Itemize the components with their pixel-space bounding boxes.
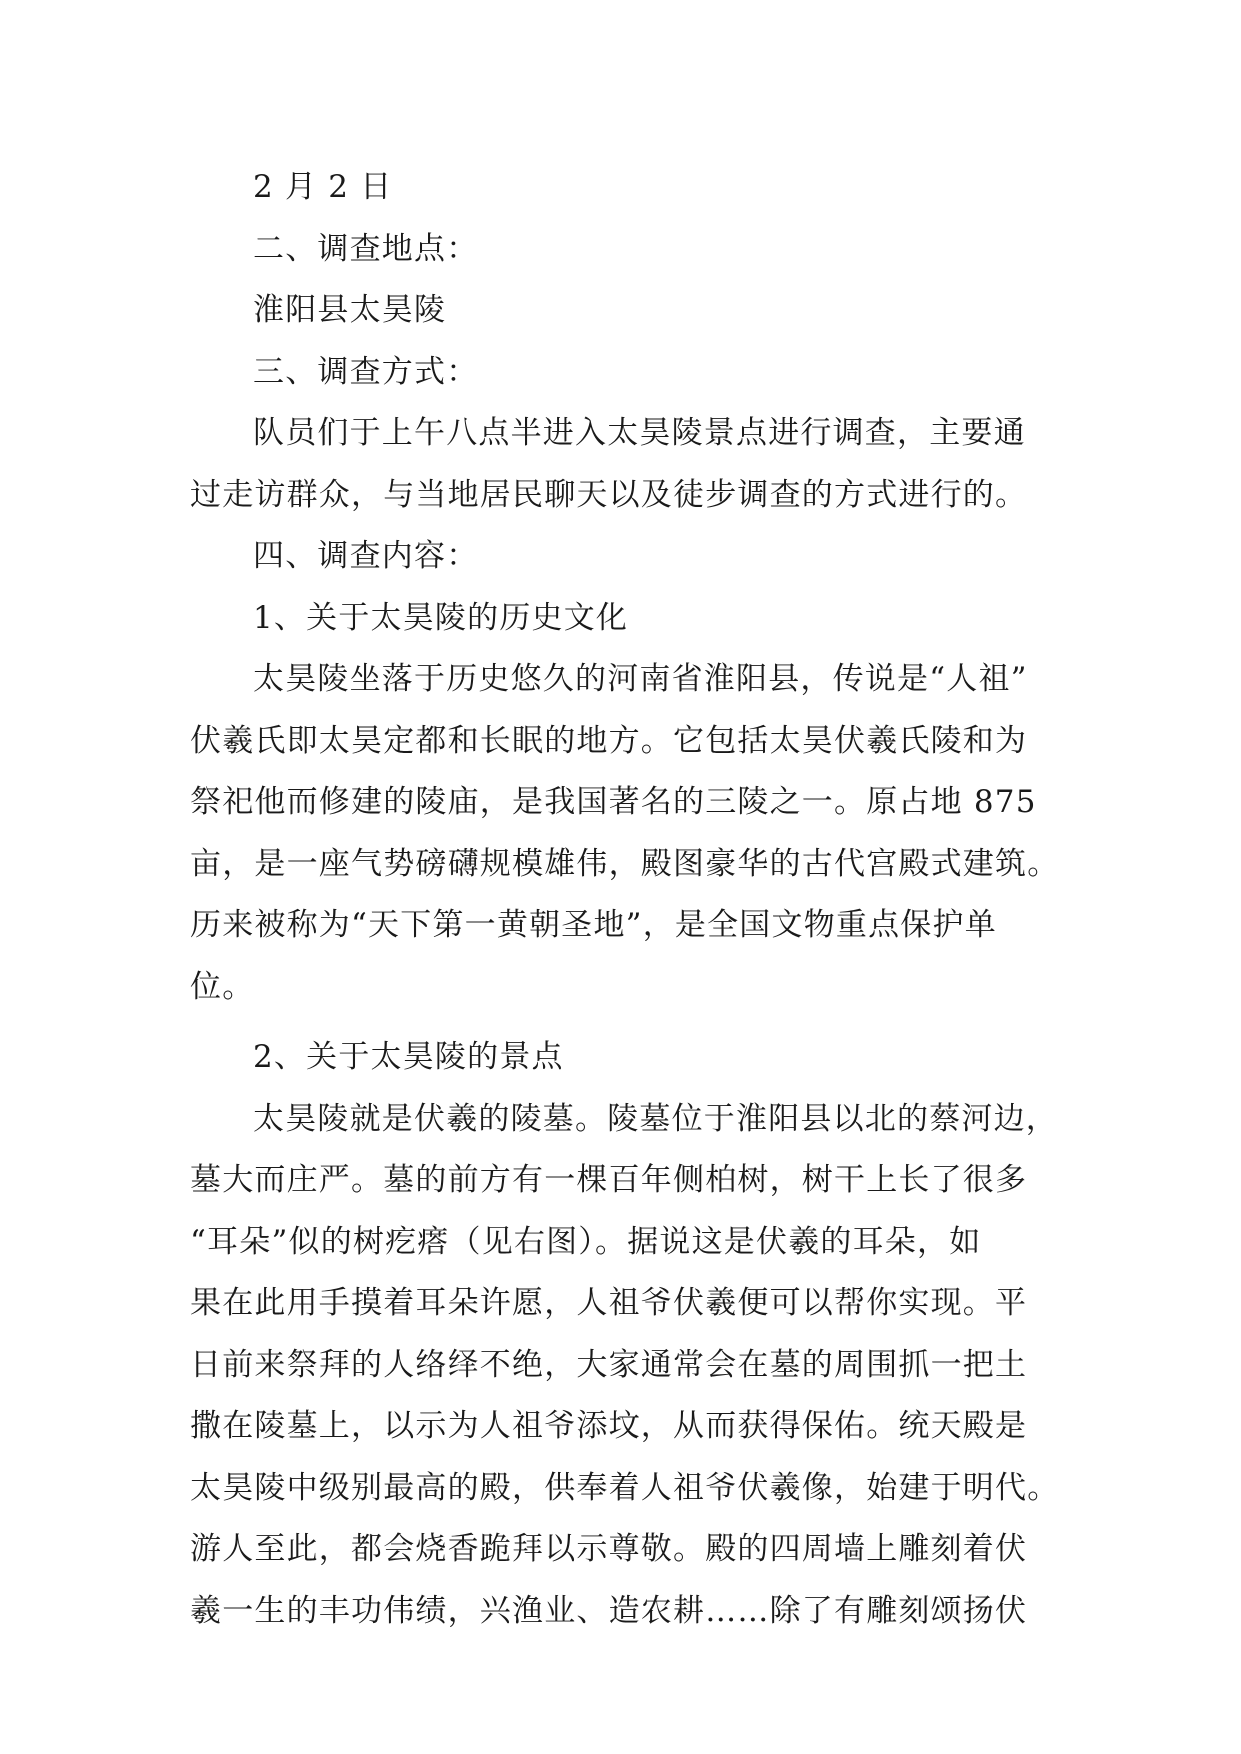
paragraph-line: 队员们于上午八点半进入太昊陵景点进行调查，主要通 [253, 415, 1026, 451]
date-line: 2 月 2 日 [253, 169, 393, 205]
section-heading-content: 四、调查内容： [253, 538, 479, 574]
paragraph-line: 过走访群众，与当地居民聊天以及徒步调查的方式进行的。 [190, 476, 1028, 513]
paragraph-line: 太昊陵坐落于历史悠久的河南省淮阳县，传说是“人祖” [253, 661, 1028, 697]
paragraph-line: 位。 [190, 968, 255, 1005]
section-heading-method: 三、调查方式： [253, 353, 479, 390]
paragraph-line: 太昊陵就是伏羲的陵墓。陵墓位于淮阳县以北的蔡河边， [253, 1100, 1058, 1137]
paragraph-line: “耳朵”似的树疙瘩（见右图）。据说这是伏羲的耳朵，如 [190, 1223, 982, 1260]
paragraph-line: 祭祀他而修建的陵庙，是我国著名的三陵之一。原占地 875 [190, 784, 1037, 820]
paragraph-line: 羲一生的丰功伟绩，兴渔业、造农耕……除了有雕刻颂扬伏 [190, 1592, 1028, 1629]
paragraph-line: 撒在陵墓上，以示为人祖爷添坟，从而获得保佑。统天殿是 [190, 1408, 1028, 1444]
subsection-heading-history: 1、关于太昊陵的历史文化 [253, 599, 629, 636]
paragraph-line: 伏羲氏即太昊定都和长眠的地方。它包括太昊伏羲氏陵和为 [190, 722, 1028, 759]
section-heading-location: 二、调查地点： [253, 230, 479, 267]
subsection-heading-sights: 2、关于太昊陵的景点 [253, 1039, 564, 1075]
paragraph-line: 太昊陵中级别最高的殿，供奉着人祖爷伏羲像，始建于明代。 [190, 1469, 1060, 1506]
document-body [190, 157, 1060, 1642]
paragraph-line: 亩，是一座气势磅礴规模雄伟，殿图豪华的古代宫殿式建筑。 [190, 845, 1060, 882]
paragraph-line: 果在此用手摸着耳朵许愿，人祖爷伏羲便可以帮你实现。平 [190, 1285, 1028, 1321]
paragraph-line: 游人至此，都会烧香跪拜以示尊敬。殿的四周墙上雕刻着伏 [190, 1531, 1028, 1567]
paragraph-line: 墓大而庄严。墓的前方有一棵百年侧柏树，树干上长了很多 [190, 1162, 1028, 1198]
paragraph-line: 历来被称为“天下第一黄朝圣地”，是全国文物重点保护单 [190, 907, 997, 943]
location-value: 淮阳县太昊陵 [253, 292, 447, 328]
paragraph-line: 日前来祭拜的人络绎不绝，大家通常会在墓的周围抓一把土 [190, 1346, 1028, 1383]
